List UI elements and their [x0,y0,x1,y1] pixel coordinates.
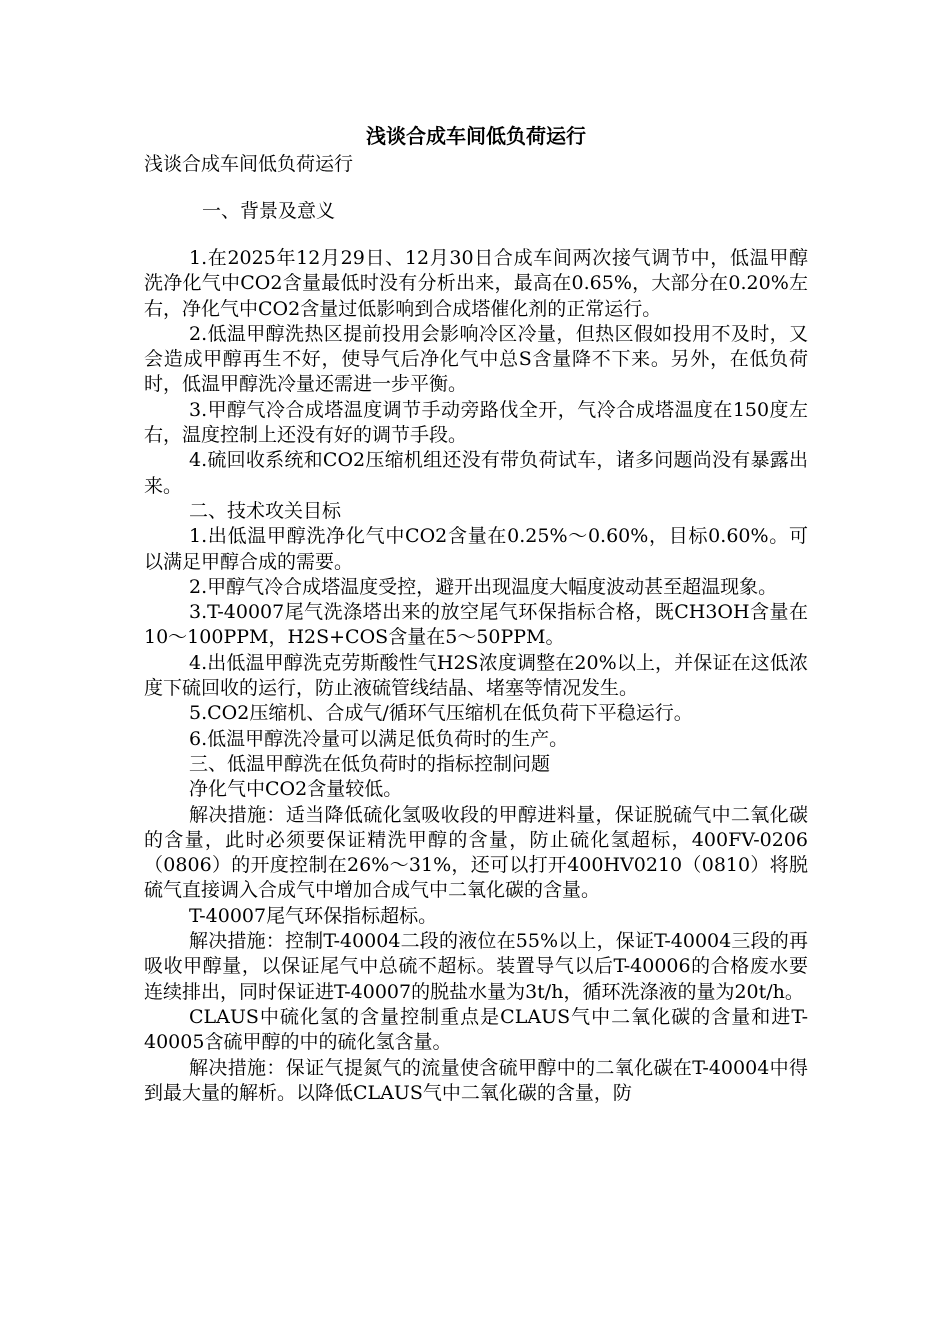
paragraph: T-40007尾气环保指标超标。 [189,904,438,927]
section-heading-control: 三、低温甲醇洗在低负荷时的指标控制问题 [189,752,551,775]
section-heading-background: 一、背景及意义 [202,200,336,222]
paragraph: 2.甲醇气冷合成塔温度受控，避开出现温度大幅度波动甚至超温现象。 [189,575,778,598]
paragraph: 解决措施：保证气提氮气的流量使含硫甲醇中的二氧化碳在T-40004中得到最大量的解析。以降低CLAUS气中二氧化碳的含量，防 [144,1056,808,1104]
paragraph: 4.硫回收系统和CO2压缩机组还没有带负荷试车，诸多问题尚没有暴露出来。 [144,449,808,497]
paragraph: 4.出低温甲醇洗克劳斯酸性气H2S浓度调整在20%以上，并保证在这低浓度下硫回收的运行，防止液硫管线结晶、堵塞等情况发生。 [144,651,808,700]
section-heading-goals: 二、技术攻关目标 [189,499,342,522]
paragraph: 5.CO2压缩机、合成气/循环气压缩机在低负荷下平稳运行。 [189,702,693,725]
paragraph: 1.出低温甲醇洗净化气中CO2含量在0.25%～0.60%，目标0.60%。可以满足甲醇合成的需要。 [144,525,808,573]
paragraph: 3.甲醇气冷合成塔温度调节手动旁路伐全开，气冷合成塔温度在150度左右，温度控制上还没有好的调节手段。 [144,398,808,447]
paragraph: CLAUS中硫化氢的含量控制重点是CLAUS气中二氧化碳的含量和进T-40005含硫甲醇的中的硫化氢含量。 [144,1005,808,1054]
paragraph: 解决措施：适当降低硫化氢吸收段的甲醇进料量，保证脱硫气中二氧化碳的含量，此时必须要保证精洗甲醇的含量，防止硫化氢超标，400FV-0206（0806）的开度控制在26%～31%，还可以打开400HV0210（0810）将脱硫气直接调入合成气中增加合成气中二氧化碳的含量。 [144,803,808,902]
paragraph: 2.低温甲醇洗热区提前投用会影响冷区冷量，但热区假如投用不及时，又会造成甲醇再生不好，使导气后净化气中总S含量降不下来。另外，在低负荷时，低温甲醇洗冷量还需进一步平衡。 [144,322,808,396]
paragraph: 解决措施：控制T-40004二段的液位在55%以上，保证T-40004三段的再吸收甲醇量，以保证尾气中总硫不超标。装置导气以后T-40006的合格废水要连续排出，同时保证进T-40007的脱盐水量为3t/h，循环洗涤液的量为20t/h。 [144,930,808,1003]
document-title: 浅谈合成车间低负荷运行 [366,124,586,148]
paragraph: 3.T-40007尾气洗涤塔出来的放空尾气环保指标合格，既CH3OH含量在10～100PPM，H2S+COS含量在5～50PPM。 [144,601,808,649]
document-body [144,120,808,1106]
paragraph: 净化气中CO2含量较低。 [189,778,403,801]
paragraph: 1.在2025年12月29日、12月30日合成车间两次接气调节中，低温甲醇洗净化气中CO2含量最低时没有分析出来，最高在0.65%，大部分在0.20%左右，净化气中CO2含量过低影响到合成塔催化剂的正常运行。 [144,247,808,320]
paragraph: 6.低温甲醇洗冷量可以满足低负荷时的生产。 [189,727,569,750]
document-subtitle: 浅谈合成车间低负荷运行 [144,153,354,175]
